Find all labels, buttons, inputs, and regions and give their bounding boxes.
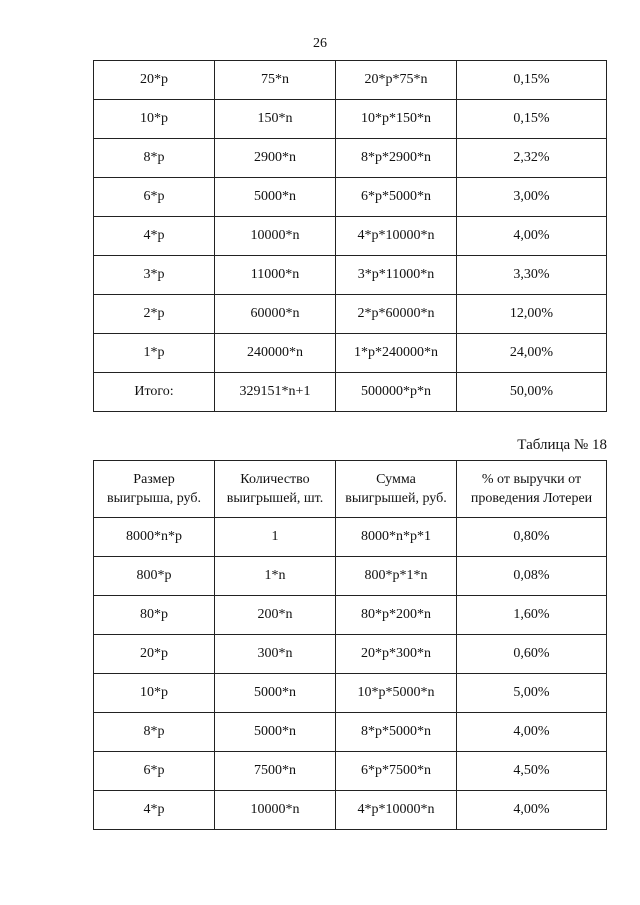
table-row [94, 178, 607, 217]
cell-prize-count: 5000*n [215, 674, 336, 713]
cell-revenue-percent: 1,60% [457, 596, 607, 635]
cell-revenue-percent: 4,00% [457, 217, 607, 256]
cell-prize-sum: 4*р*10000*n [336, 217, 457, 256]
cell-prize-amount: 800*р [94, 557, 215, 596]
table-row [94, 217, 607, 256]
table-row [94, 596, 607, 635]
cell-revenue-percent: 4,50% [457, 752, 607, 791]
cell-prize-amount: 6*р [94, 178, 215, 217]
cell-prize-sum: 10*р*5000*n [336, 674, 457, 713]
cell-prize-sum: 80*р*200*n [336, 596, 457, 635]
cell-revenue-percent: 50,00% [457, 373, 607, 412]
cell-prize-amount: 8000*n*р [94, 518, 215, 557]
table-row [94, 791, 607, 830]
cell-prize-sum: 6*р*5000*n [336, 178, 457, 217]
table-row [94, 61, 607, 100]
cell-prize-amount: 8*р [94, 139, 215, 178]
cell-revenue-percent: 0,15% [457, 100, 607, 139]
cell-prize-amount: 2*р [94, 295, 215, 334]
cell-revenue-percent: 4,00% [457, 713, 607, 752]
cell-prize-count: 10000*n [215, 217, 336, 256]
prize-table-continued [93, 60, 607, 412]
cell-prize-sum: 4*р*10000*n [336, 791, 457, 830]
cell-prize-sum: 8000*n*р*1 [336, 518, 457, 557]
cell-prize-count: 300*n [215, 635, 336, 674]
cell-prize-sum: 500000*р*n [336, 373, 457, 412]
cell-prize-count: 150*n [215, 100, 336, 139]
table-row [94, 557, 607, 596]
cell-prize-count: 1 [215, 518, 336, 557]
cell-prize-sum: 10*р*150*n [336, 100, 457, 139]
cell-prize-amount: 20*р [94, 635, 215, 674]
table-row [94, 752, 607, 791]
cell-prize-amount: 10*р [94, 674, 215, 713]
table-18-label: Таблица № 18 [517, 437, 607, 453]
cell-revenue-percent: 0,60% [457, 635, 607, 674]
cell-prize-count: 240000*n [215, 334, 336, 373]
cell-prize-amount: 20*р [94, 61, 215, 100]
table-row [94, 295, 607, 334]
prize-table-18-body [94, 518, 607, 830]
prize-table-18 [93, 460, 607, 830]
cell-revenue-percent: 0,15% [457, 61, 607, 100]
cell-prize-count: 2900*n [215, 139, 336, 178]
cell-revenue-percent: 24,00% [457, 334, 607, 373]
cell-prize-amount: 8*р [94, 713, 215, 752]
cell-revenue-percent: 12,00% [457, 295, 607, 334]
cell-prize-amount: 4*р [94, 791, 215, 830]
cell-revenue-percent: 0,08% [457, 557, 607, 596]
cell-prize-sum: 8*р*5000*n [336, 713, 457, 752]
cell-prize-amount: 3*р [94, 256, 215, 295]
cell-prize-count: 200*n [215, 596, 336, 635]
cell-prize-amount: 10*р [94, 100, 215, 139]
table-row [94, 713, 607, 752]
cell-prize-sum: 8*р*2900*n [336, 139, 457, 178]
table-row [94, 334, 607, 373]
header-prize-amount: Размер выигрыша, руб. [94, 461, 215, 518]
header-prize-sum: Сумма выигрышей, руб. [336, 461, 457, 518]
cell-prize-sum: 6*р*7500*n [336, 752, 457, 791]
header-revenue-percent: % от выручки от проведения Лотереи [457, 461, 607, 518]
table-row [94, 518, 607, 557]
cell-revenue-percent: 3,00% [457, 178, 607, 217]
cell-prize-amount: Итого: [94, 373, 215, 412]
prize-table-continued-body [94, 61, 607, 412]
cell-prize-sum: 3*р*11000*n [336, 256, 457, 295]
cell-prize-sum: 1*р*240000*n [336, 334, 457, 373]
cell-prize-count: 11000*n [215, 256, 336, 295]
cell-prize-sum: 20*р*75*n [336, 61, 457, 100]
cell-revenue-percent: 4,00% [457, 791, 607, 830]
table-row [94, 373, 607, 412]
cell-prize-amount: 1*р [94, 334, 215, 373]
cell-prize-count: 5000*n [215, 178, 336, 217]
table-header-row [94, 461, 607, 518]
cell-revenue-percent: 0,80% [457, 518, 607, 557]
cell-prize-count: 7500*n [215, 752, 336, 791]
table-row [94, 256, 607, 295]
cell-prize-count: 1*n [215, 557, 336, 596]
cell-prize-sum: 2*р*60000*n [336, 295, 457, 334]
cell-prize-amount: 80*р [94, 596, 215, 635]
cell-prize-count: 60000*n [215, 295, 336, 334]
page-number: 26 [313, 36, 327, 51]
table-row [94, 100, 607, 139]
table-row [94, 674, 607, 713]
cell-prize-amount: 4*р [94, 217, 215, 256]
cell-prize-count: 5000*n [215, 713, 336, 752]
cell-prize-count: 10000*n [215, 791, 336, 830]
table-row [94, 635, 607, 674]
cell-prize-sum: 800*р*1*n [336, 557, 457, 596]
cell-prize-sum: 20*р*300*n [336, 635, 457, 674]
header-prize-count: Количество выигрышей, шт. [215, 461, 336, 518]
cell-prize-amount: 6*р [94, 752, 215, 791]
cell-revenue-percent: 2,32% [457, 139, 607, 178]
cell-revenue-percent: 3,30% [457, 256, 607, 295]
cell-prize-count: 329151*n+1 [215, 373, 336, 412]
cell-prize-count: 75*n [215, 61, 336, 100]
cell-revenue-percent: 5,00% [457, 674, 607, 713]
table-row [94, 139, 607, 178]
